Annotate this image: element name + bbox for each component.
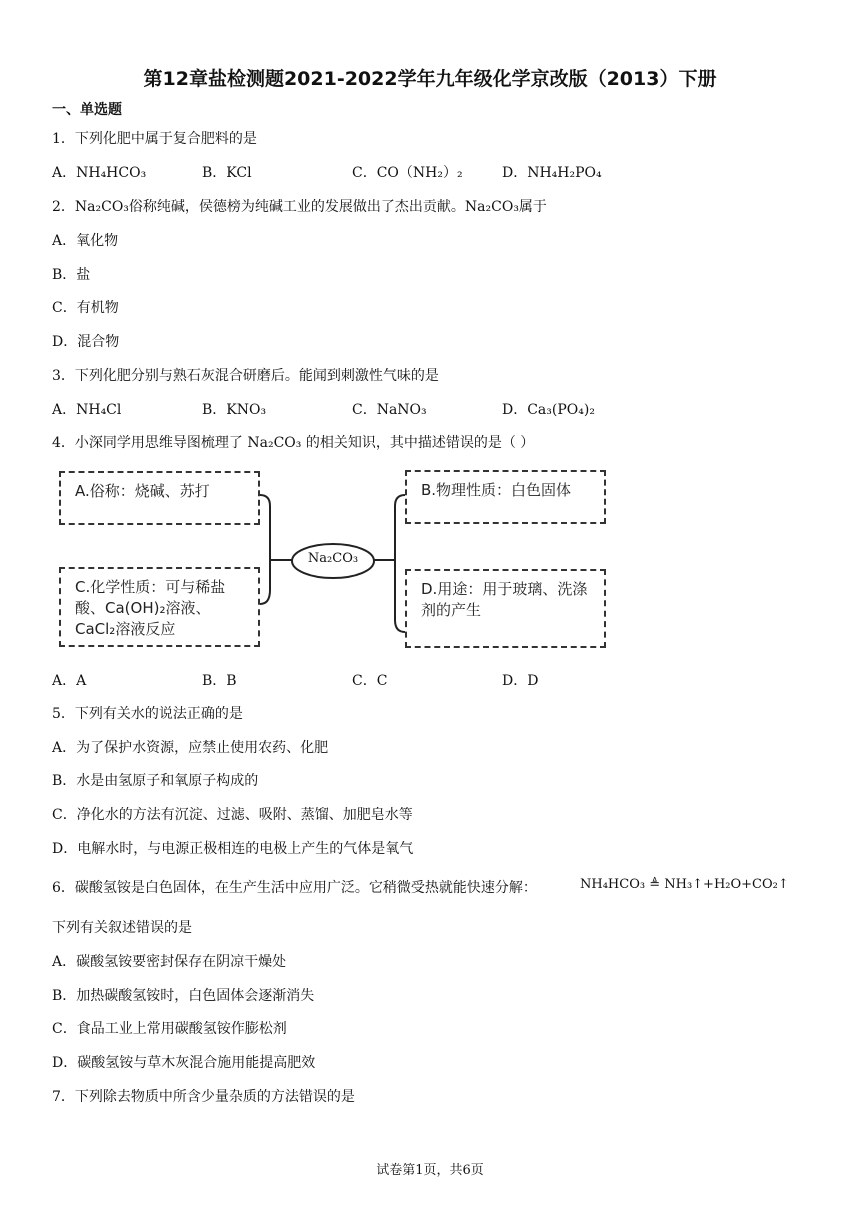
question-3-stem: 3．下列化肥分别与熟石灰混合研磨后。能闻到刺激性气味的是 bbox=[52, 368, 439, 384]
question-5-option-c: C．净化水的方法有沉淀、过滤、吸附、蒸馏、加肥皂水等 bbox=[52, 807, 413, 823]
mind-map-box-d: D.用途：用于玻璃、洗涤剂的产生 bbox=[405, 569, 606, 648]
question-5-stem: 5．下列有关水的说法正确的是 bbox=[52, 706, 243, 722]
question-6-option-a: A．碳酸氢铵要密封保存在阴凉干燥处 bbox=[52, 954, 287, 970]
question-2-option-c: C．有机物 bbox=[52, 300, 119, 316]
question-5-option-a: A．为了保护水资源，应禁止使用农药、化肥 bbox=[52, 740, 329, 756]
question-1-option-c: C．CO（NH₂）₂ bbox=[352, 165, 463, 181]
mind-map-box-a: A.俗称：烧碱、苏打 bbox=[59, 471, 260, 525]
mind-map-center-label: Na₂CO₃ bbox=[307, 551, 359, 566]
question-3-option-a: A．NH₄Cl bbox=[52, 402, 122, 418]
question-2-option-d: D．混合物 bbox=[52, 334, 120, 350]
question-2-stem: 2．Na₂CO₃俗称纯碱，侯德榜为纯碱工业的发展做出了杰出贡献。Na₂CO₃属于 bbox=[52, 199, 547, 215]
question-1-option-a: A．NH₄HCO₃ bbox=[52, 165, 147, 181]
question-3-option-d: D．Ca₃(PO₄)₂ bbox=[502, 402, 595, 418]
mind-map-box-c: C.化学性质：可与稀盐酸、Ca(OH)₂溶液、CaCl₂溶液反应 bbox=[59, 567, 260, 647]
question-1-option-d: D．NH₄H₂PO₄ bbox=[502, 165, 602, 181]
question-7-stem: 7．下列除去物质中所含少量杂质的方法错误的是 bbox=[52, 1089, 355, 1105]
page-footer: 试卷第1页，共6页 bbox=[376, 1163, 484, 1178]
question-3-option-c: C．NaNO₃ bbox=[352, 402, 427, 418]
chemical-equation: NH₄HCO₃ ≜ NH₃↑+H₂O+CO₂↑ bbox=[580, 877, 789, 892]
question-4-option-a: A．A bbox=[52, 673, 87, 689]
question-6-option-c: C．食品工业上常用碳酸氢铵作膨松剂 bbox=[52, 1021, 287, 1037]
question-5-option-b: B．水是由氢原子和氧原子构成的 bbox=[52, 773, 259, 789]
question-4-stem: 4．小深同学用思维导图梳理了 Na₂CO₃ 的相关知识，其中描述错误的是（ ） bbox=[52, 435, 535, 451]
question-1-stem: 1．下列化肥中属于复合肥料的是 bbox=[52, 131, 257, 147]
mind-map-box-b: B.物理性质：白色固体 bbox=[405, 470, 606, 524]
question-6-stem: 6．碳酸氢铵是白色固体，在生产生活中应用广泛。它稍微受热就能快速分解： bbox=[52, 880, 537, 896]
question-4-option-d: D．D bbox=[502, 673, 539, 689]
question-5-option-d: D．电解水时，与电源正极相连的电极上产生的气体是氧气 bbox=[52, 841, 414, 857]
question-4-option-c: C．C bbox=[352, 673, 388, 689]
question-6-option-b: B．加热碳酸氢铵时，白色固体会逐渐消失 bbox=[52, 988, 315, 1004]
question-6-stem-2: 下列有关叙述错误的是 bbox=[52, 920, 192, 936]
page-title: 第12章盐检测题2021-2022学年九年级化学京改版（2013）下册 bbox=[143, 68, 717, 90]
section-heading: 一、单选题 bbox=[52, 102, 122, 118]
question-6-option-d: D．碳酸氢铵与草木灰混合施用能提高肥效 bbox=[52, 1055, 316, 1071]
question-3-option-b: B．KNO₃ bbox=[202, 402, 267, 418]
question-2-option-b: B．盐 bbox=[52, 267, 91, 283]
question-1-option-b: B．KCl bbox=[202, 165, 252, 181]
question-4-option-b: B．B bbox=[202, 673, 237, 689]
question-2-option-a: A．氧化物 bbox=[52, 233, 119, 249]
